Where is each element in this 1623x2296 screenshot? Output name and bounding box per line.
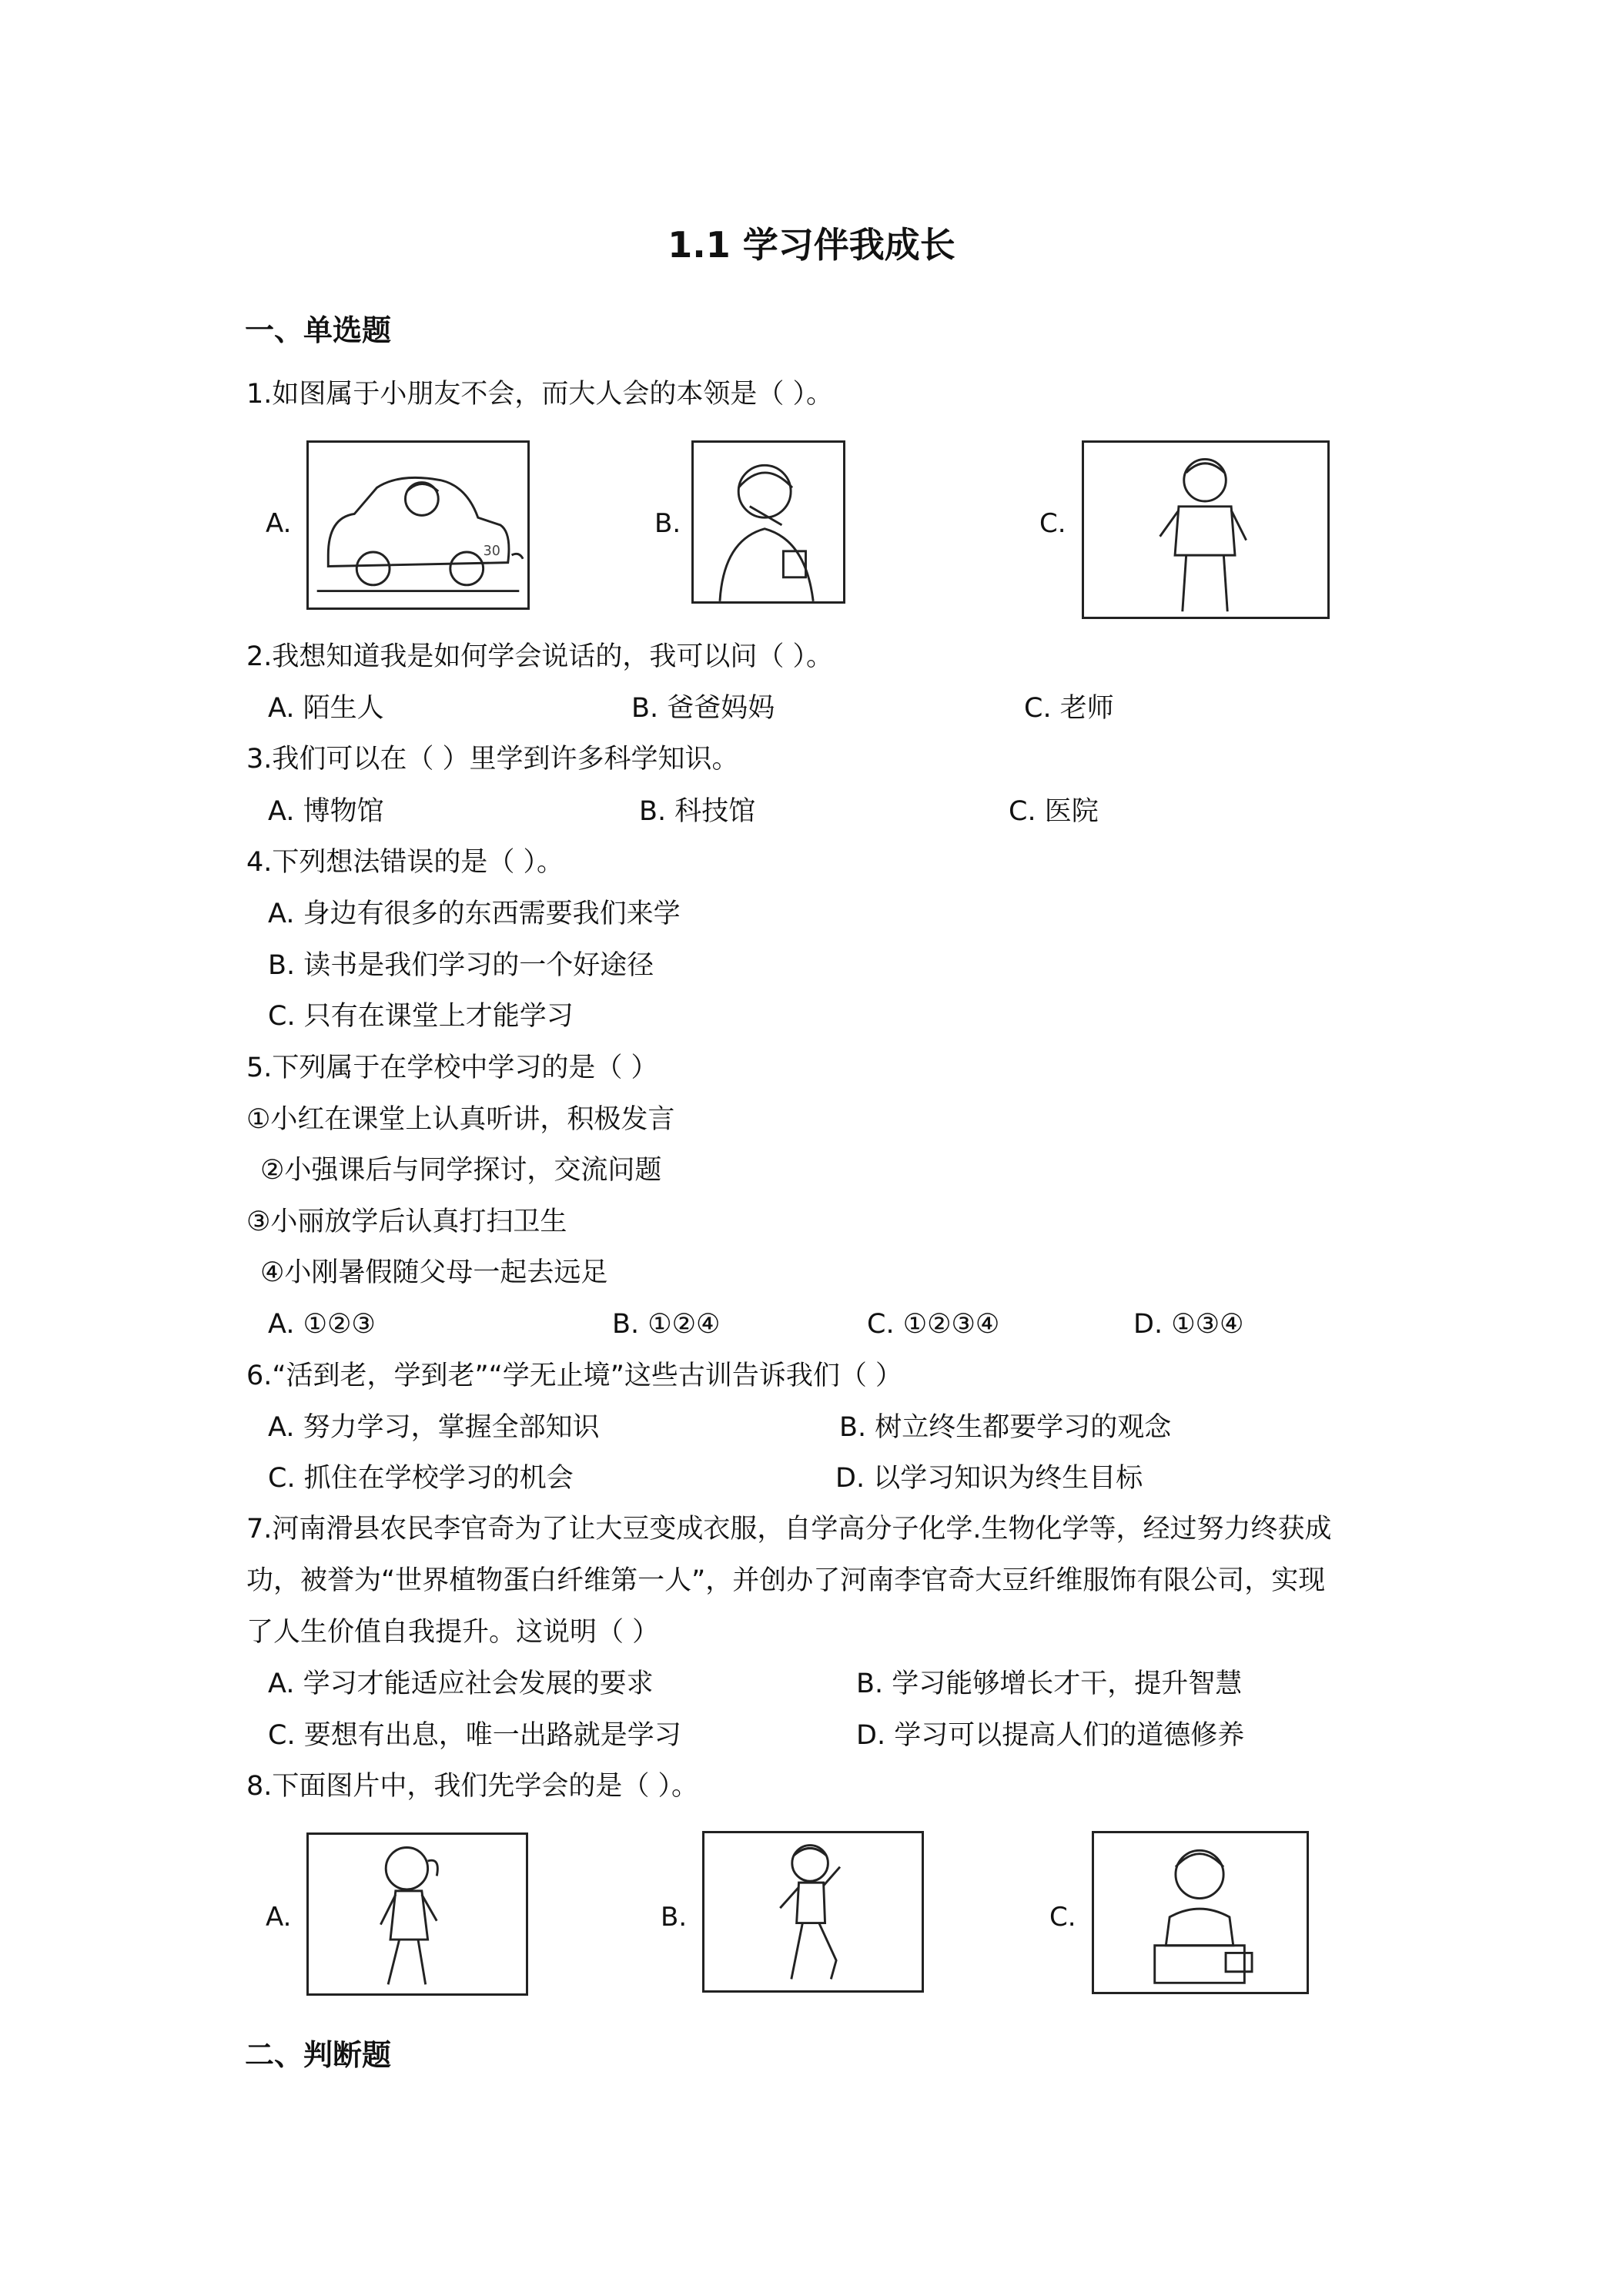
q6-option-b[interactable]: B. 树立终生都要学习的观念 [839, 1412, 1172, 1443]
q8-option-c-label: C. [1049, 1902, 1076, 1933]
question-7-stem-line-2: 功，被誉为“世界植物蛋白纤维第一人”，并创办了河南李官奇大豆纤维服饰有限公司，实现 [246, 1565, 1326, 1596]
page-title: 1.1 学习伴我成长 [668, 224, 955, 266]
q7-option-b[interactable]: B. 学习能够增长才干，提升智慧 [856, 1668, 1243, 1699]
q3-option-b[interactable]: B. 科技馆 [639, 796, 756, 827]
question-8-stem: 8.下面图片中，我们先学会的是（ ）。 [246, 1771, 699, 1802]
q7-option-d[interactable]: D. 学习可以提高人们的道德修养 [856, 1720, 1245, 1751]
boy-running-icon [702, 1831, 924, 1993]
question-4-stem: 4.下列想法错误的是（ ）。 [246, 847, 564, 878]
q1-option-c-label: C. [1039, 508, 1066, 539]
q6-option-c[interactable]: C. 抓住在学校学习的机会 [268, 1463, 574, 1494]
section-heading-true-false: 二、判断题 [245, 2038, 392, 2072]
q2-option-a[interactable]: A. 陌生人 [268, 693, 384, 724]
question-5-stem: 5.下列属于在学校中学习的是（ ） [246, 1053, 658, 1083]
q8-option-a-label: A. [266, 1902, 292, 1933]
q7-option-a[interactable]: A. 学习才能适应社会发展的要求 [268, 1668, 654, 1699]
q4-option-c[interactable]: C. 只有在课堂上才能学习 [268, 1001, 574, 1032]
q2-option-b[interactable]: B. 爸爸妈妈 [631, 693, 775, 724]
section-heading-single-choice: 一、单选题 [245, 313, 392, 347]
question-2-stem: 2.我想知道我是如何学会说话的，我可以问（ ）。 [246, 641, 834, 672]
q2-option-c[interactable]: C. 老师 [1024, 693, 1114, 724]
question-1-stem: 1.如图属于小朋友不会，而大人会的本领是（ ）。 [246, 379, 834, 410]
q6-option-d[interactable]: D. 以学习知识为终生目标 [835, 1463, 1143, 1494]
q1-option-b-label: B. [654, 508, 681, 539]
q4-option-a[interactable]: A. 身边有很多的东西需要我们来学 [268, 899, 681, 929]
q5-option-a[interactable]: A. ①②③ [268, 1309, 376, 1340]
q5-item-4: ④小刚暑假随父母一起去远足 [260, 1257, 608, 1288]
q5-item-1: ①小红在课堂上认真听讲，积极发言 [246, 1104, 675, 1135]
q8-option-b-label: B. [661, 1902, 688, 1933]
q5-option-d[interactable]: D. ①③④ [1133, 1309, 1244, 1340]
boy-writing-icon [1092, 1831, 1309, 1994]
q6-option-a[interactable]: A. 努力学习，掌握全部知识 [268, 1412, 600, 1443]
man-dressing-icon [1082, 440, 1330, 619]
car-driving-icon [306, 440, 530, 610]
q1-option-a-label: A. [266, 508, 292, 539]
question-7-stem-line-3: 了人生价值自我提升。这说明（ ） [246, 1617, 660, 1648]
q5-item-3: ③小丽放学后认真打扫卫生 [246, 1207, 567, 1237]
question-6-stem: 6.“活到老，学到老”“学无止境”这些古训告诉我们（ ） [246, 1361, 903, 1391]
q3-option-a[interactable]: A. 博物馆 [268, 796, 384, 827]
q5-option-c[interactable]: C. ①②③④ [867, 1309, 1000, 1340]
q5-item-2: ②小强课后与同学探讨，交流问题 [260, 1155, 662, 1186]
q5-option-b[interactable]: B. ①②④ [612, 1309, 721, 1340]
q7-option-c[interactable]: C. 要想有出息，唯一出路就是学习 [268, 1720, 681, 1751]
svg-text:30: 30 [483, 543, 500, 559]
q3-option-c[interactable]: C. 医院 [1009, 796, 1099, 827]
girl-walking-icon [306, 1832, 528, 1996]
tooth-brushing-icon [691, 440, 845, 604]
question-7-stem-line-1: 7.河南滑县农民李官奇为了让大豆变成衣服，自学高分子化学.生物化学等，经过努力终获成 [246, 1514, 1332, 1545]
question-3-stem: 3.我们可以在（ ）里学到许多科学知识。 [246, 744, 739, 775]
q4-option-b[interactable]: B. 读书是我们学习的一个好途径 [268, 950, 654, 981]
